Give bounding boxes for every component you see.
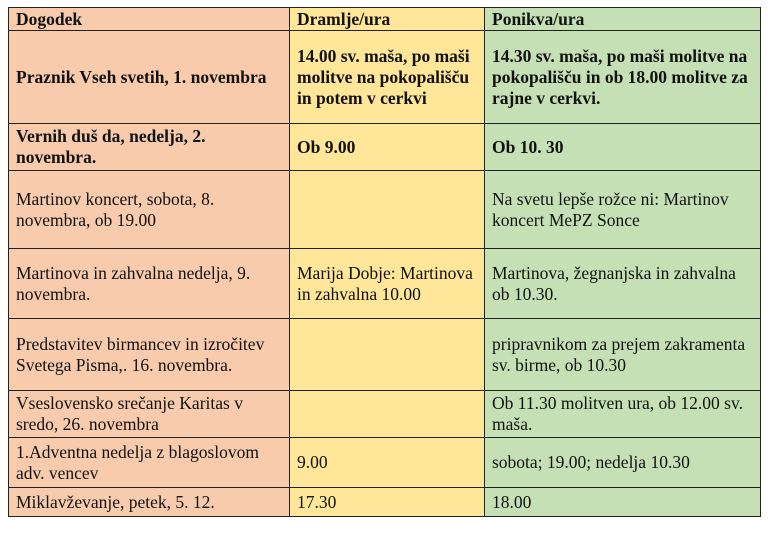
header-dramlje: Dramlje/ura <box>290 8 485 31</box>
table-row <box>9 319 761 391</box>
dramlje-cell: 14.00 sv. maša, po maši molitve na pokopališču in potem v cerkvi <box>290 31 485 124</box>
table-row <box>9 171 761 249</box>
ponikva-cell: 14.30 sv. maša, po maši molitve na pokopališču in ob 18.00 molitve za rajne v cerkvi. <box>485 31 761 124</box>
dramlje-cell <box>290 391 485 438</box>
dramlje-cell: 17.30 <box>290 488 485 517</box>
ponikva-cell: Ob 10. 30 <box>485 124 761 171</box>
dramlje-cell: 9.00 <box>290 438 485 488</box>
event-cell: Praznik Vseh svetih, 1. novembra <box>9 31 290 124</box>
table-row <box>9 438 761 488</box>
ponikva-cell: sobota; 19.00; nedelja 10.30 <box>485 438 761 488</box>
table-row <box>9 488 761 517</box>
dramlje-cell: Ob 9.00 <box>290 124 485 171</box>
event-cell: Predstavitev birmancev in izročitev Svetega Pisma,. 16. novembra. <box>9 319 290 391</box>
ponikva-cell: Na svetu lepše rožce ni: Martinov koncert MePZ Sonce <box>485 171 761 249</box>
header-event: Dogodek <box>9 8 290 31</box>
event-cell: Vernih duš da, nedelja, 2. novembra. <box>9 124 290 171</box>
dramlje-cell <box>290 319 485 391</box>
header-ponikva: Ponikva/ura <box>485 8 761 31</box>
dramlje-cell: Marija Dobje: Martinova in zahvalna 10.00 <box>290 249 485 319</box>
event-cell: Martinova in zahvalna nedelja, 9. novembra. <box>9 249 290 319</box>
schedule-table <box>8 7 761 517</box>
dramlje-cell <box>290 171 485 249</box>
table-row <box>9 31 761 124</box>
event-cell: Martinov koncert, sobota, 8. novembra, ob 19.00 <box>9 171 290 249</box>
table-row <box>9 124 761 171</box>
event-cell: Miklavževanje, petek, 5. 12. <box>9 488 290 517</box>
event-cell: Vseslovensko srečanje Karitas v sredo, 26. novembra <box>9 391 290 438</box>
ponikva-cell: pripravnikom za prejem zakramenta sv. birme, ob 10.30 <box>485 319 761 391</box>
ponikva-cell: Ob 11.30 molitven ura, ob 12.00 sv. maša. <box>485 391 761 438</box>
table-header-row <box>9 8 761 31</box>
event-cell: 1.Adventna nedelja z blagoslovom adv. vencev <box>9 438 290 488</box>
ponikva-cell: 18.00 <box>485 488 761 517</box>
table-row <box>9 391 761 438</box>
table-row <box>9 249 761 319</box>
ponikva-cell: Martinova, žegnanjska in zahvalna ob 10.30. <box>485 249 761 319</box>
